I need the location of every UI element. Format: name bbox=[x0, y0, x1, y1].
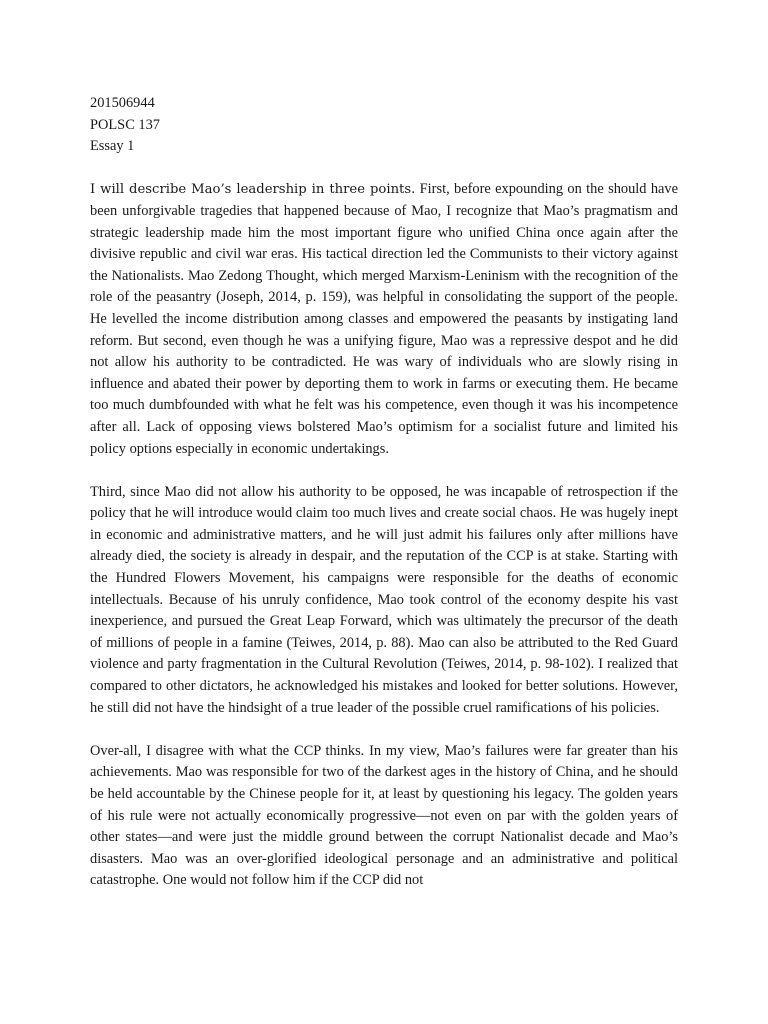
paragraph-1 bbox=[90, 179, 678, 460]
paragraph-1-lead: I will describe Mao’s leadership in three points. bbox=[90, 182, 416, 198]
student-id: 201506944 bbox=[90, 95, 155, 111]
assignment-title: Essay 1 bbox=[90, 138, 135, 155]
course-code: POLSC 137 bbox=[90, 116, 160, 133]
paragraph-1-body: First, before expounding on the should have been unforgivable tragedies that happened because of Mao, I recognize that Mao’s pragmatism and strategic leadership made him the most important figure who unified China once again after the divisive republic and civil war eras. His tactical direction led the Communists to their victory against the Nationalists. Mao Zedong Thought, which merged Marxism-Leninism with the recognition of the role of the peasantry (Joseph, 2014, p. 159), was helpful in consolidating the support of the people. He levelled the income distribution among classes and empowered the peasants by instigating land reform. But second, even though he was a unifying figure, Mao was a repressive despot and he did not allow his authority to be contradicted. He was wary of individuals who are slowly rising in influence and abated their power by deporting them to work in farms or executing them. He became too much dumbfounded with what he felt was his competence, even though it was his incompetence after all. Lack of opposing views bolstered Mao’s optimism for a socialist future and limited his policy options especially in economic undertakings. bbox=[90, 181, 678, 457]
paragraph-3: Over-all, I disagree with what the CCP thinks. In my view, Mao’s failures were far greater than his achievements. Mao was responsible for two of the darkest ages in the history of China, and he should be held accountable by the Chinese people for it, at least by questioning his legacy. The golden years of his rule were not actually economically progressive—not even on par with the golden years of other states—and were just the middle ground between the corrupt Nationalist decade and Mao’s disasters. Mao was an over-glorified ideological personage and an administrative and political catastrophe. One would not follow him if the CCP did not bbox=[90, 742, 678, 889]
essay-content bbox=[90, 93, 678, 914]
paragraph-2: Third, since Mao did not allow his authority to be opposed, he was incapable of retrospection if the policy that he will introduce would claim too much lives and create social chaos. He was hugely inept in economic and administrative matters, and he will just admit his failures only after millions have already died, the society is already in despair, and the reputation of the CCP is at stake. Starting with the Hundred Flowers Movement, his campaigns were responsible for the deaths of economic intellectuals. Because of his unruly confidence, Mao took control of the economy despite his vast inexperience, and pursued the Great Leap Forward, which was ultimately the precursor of the death of millions of people in a famine (Teiwes, 2014, p. 88). Mao can also be attributed to the Red Guard violence and party fragmentation in the Cultural Revolution (Teiwes, 2014, p. 98-102). I realized that compared to other dictators, he acknowledged his mistakes and looked for better solutions. However, he still did not have the hindsight of a true leader of the possible cruel ramifications of his policies. bbox=[90, 483, 678, 716]
essay-header bbox=[90, 93, 678, 158]
